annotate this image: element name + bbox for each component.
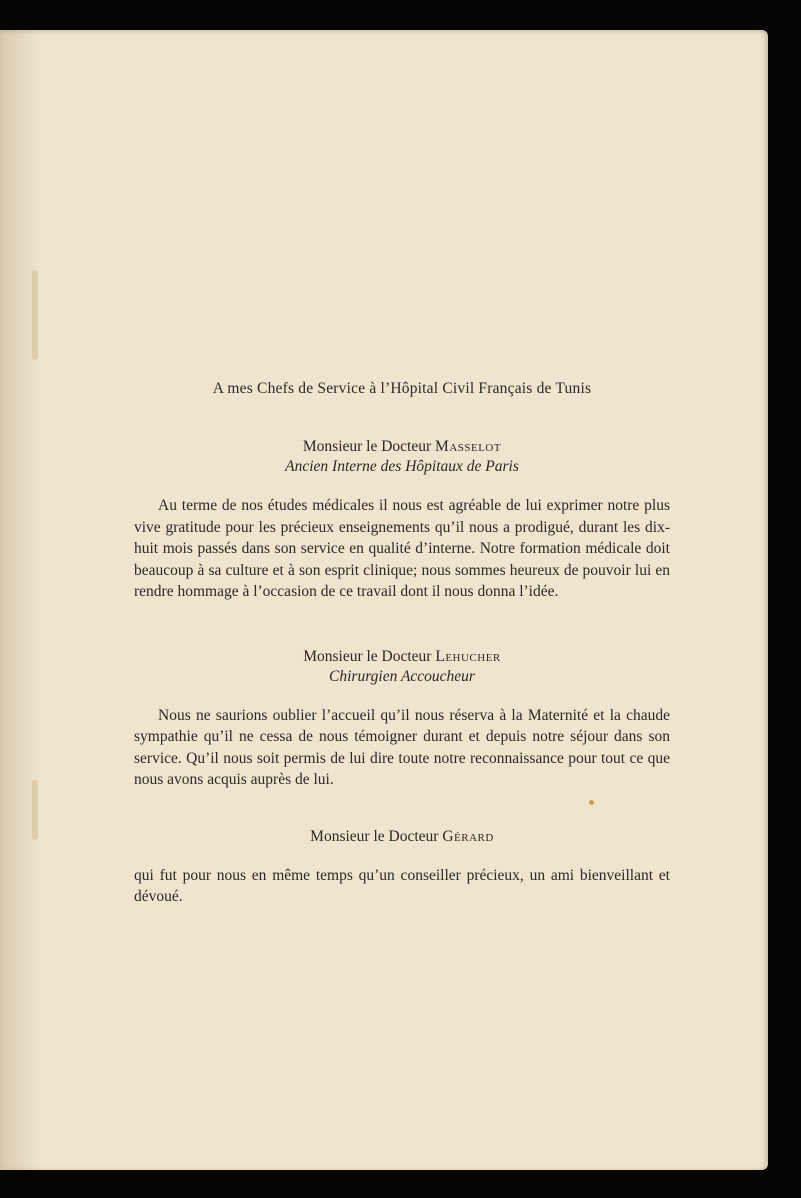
binding-thread-mark (32, 780, 38, 840)
doctor-name: Gérard (442, 827, 494, 845)
section-masselot (134, 437, 670, 603)
doctor-prefix: Monsieur le Docteur (303, 647, 432, 665)
dedication-heading: A mes Chefs de Service à l’Hôpital Civil Français de Tunis (212, 380, 592, 397)
section-gerard (134, 827, 670, 908)
doctor-prefix: Monsieur le Docteur (302, 438, 432, 455)
page-gutter-shadow (0, 30, 40, 1170)
doctor-prefix: Monsieur le Docteur (310, 827, 439, 845)
doctor-title (134, 647, 670, 667)
doctor-title (134, 437, 670, 457)
dedication-paragraph: Nous ne saurions oublier l’accueil qu’il nous réserva à la Maternité et la chaude sympathie qu’il ne cessa de nous témoigner durant et depuis notre séjour dans son service. Qu’il nous soit permis de lui dire toute notre reconnaissance pour tout ce que nous avons acquis auprès de lui. (134, 706, 670, 788)
doctor-name: Lehucher (435, 647, 501, 665)
doctor-name: Masselot (435, 438, 502, 455)
dedication-paragraph: Au terme de nos études médicales il nous est agréable de lui exprimer notre plus vive gratitude pour les précieux enseignements qu’il nous a prodigué, durant les dix-huit mois passés dans son service en qualité d’interne. Notre formation médicale doit beaucoup à sa culture et à son esprit clinique; nous sommes heureux de pouvoir lui en rendre hommage à l’occasion de ce travail dont il nous donna l’idée. (134, 497, 670, 600)
doctor-title (134, 827, 670, 847)
section-lehucher (134, 647, 670, 791)
binding-thread-mark (32, 270, 38, 360)
dedication-paragraph: qui fut pour nous en même temps qu’un conseiller précieux, un ami bienveillant et dévoué. (134, 866, 670, 905)
doctor-subtitle: Chirurgien Accoucheur (329, 667, 475, 685)
dedication-text (134, 380, 670, 908)
doctor-subtitle: Ancien Interne des Hôpitaux de Paris (285, 458, 519, 475)
